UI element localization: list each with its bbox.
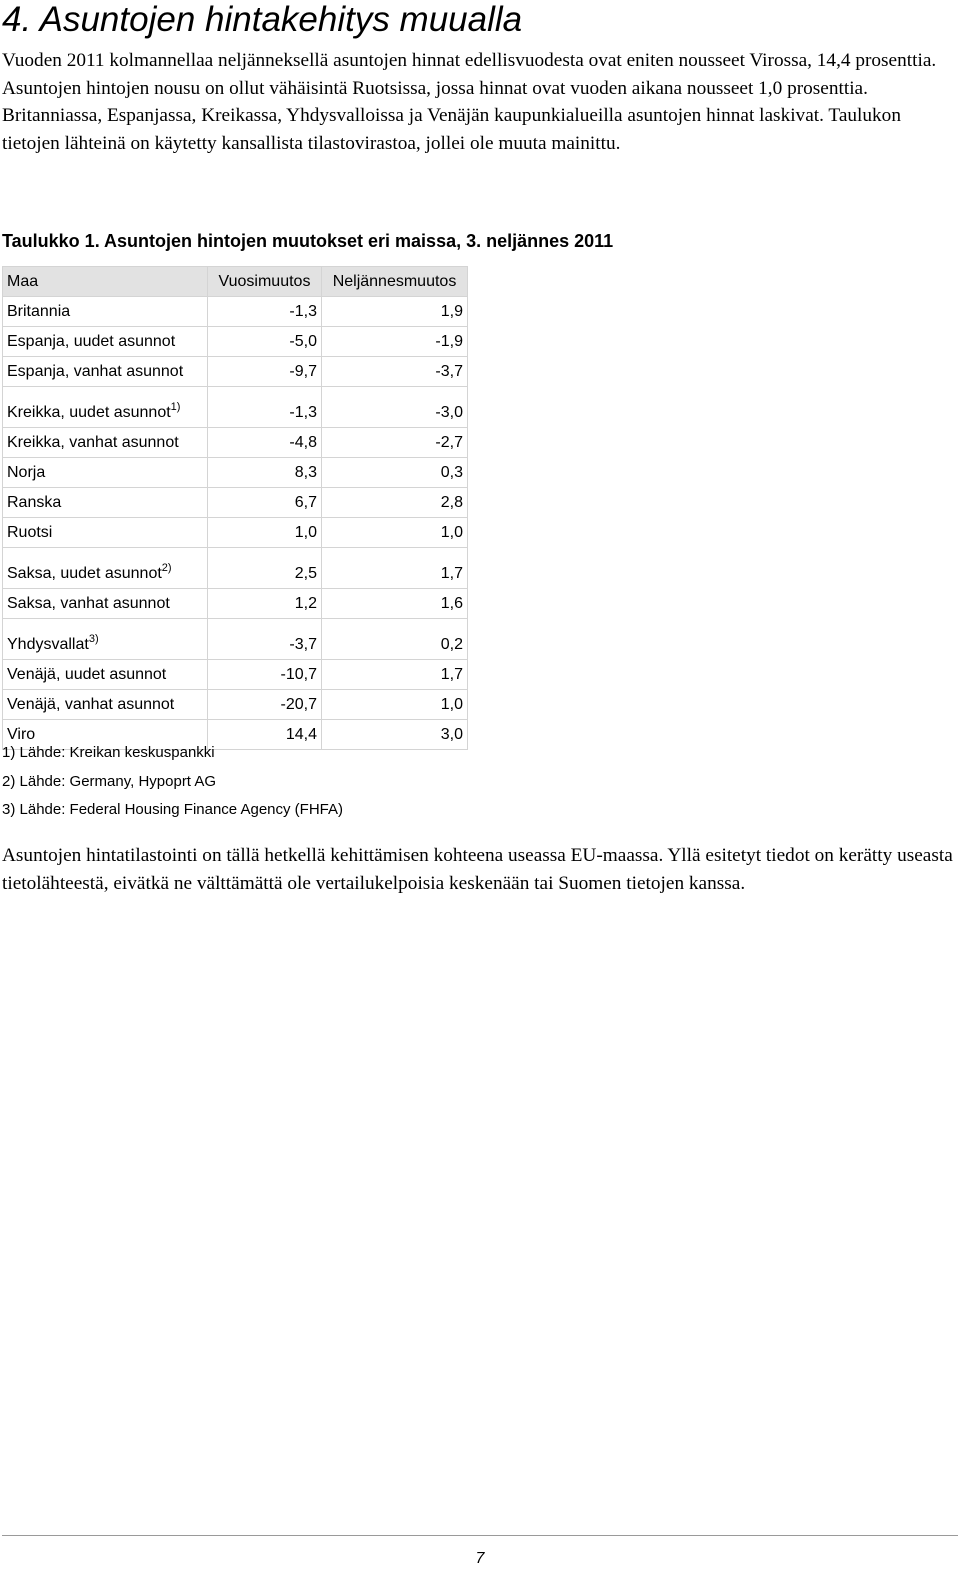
country-cell: Britannia bbox=[3, 297, 208, 327]
table-row bbox=[3, 327, 468, 357]
footnote-ref: 3) bbox=[88, 633, 99, 645]
table-row bbox=[3, 690, 468, 720]
quarterly-change-cell: 3,0 bbox=[322, 720, 468, 750]
country-cell: Ranska bbox=[3, 488, 208, 518]
table-header-row bbox=[3, 267, 468, 297]
footnote-ref: 1) bbox=[170, 401, 181, 413]
country-cell: Yhdysvallat$^{3)}$ bbox=[3, 619, 208, 660]
table-row bbox=[3, 357, 468, 387]
table-row bbox=[3, 297, 468, 327]
quarterly-change-cell: 2,8 bbox=[322, 488, 468, 518]
table-row bbox=[3, 589, 468, 619]
country-cell: Kreikka, uudet asunnot$^{1)}$ bbox=[3, 387, 208, 428]
annual-change-cell: -4,8 bbox=[208, 428, 322, 458]
quarterly-change-cell: 1,7 bbox=[322, 660, 468, 690]
annual-change-cell: -1,3 bbox=[208, 387, 322, 428]
table-row bbox=[3, 488, 468, 518]
country-cell: Venäjä, uudet asunnot bbox=[3, 660, 208, 690]
table-row bbox=[3, 428, 468, 458]
annual-change-cell: 2,5 bbox=[208, 548, 322, 589]
quarterly-change-cell: -3,0 bbox=[322, 387, 468, 428]
annual-change-cell: 14,4 bbox=[208, 720, 322, 750]
quarterly-change-cell: 1,9 bbox=[322, 297, 468, 327]
quarterly-change-cell: 1,6 bbox=[322, 589, 468, 619]
country-cell: Venäjä, vanhat asunnot bbox=[3, 690, 208, 720]
page-title: 4. Asuntojen hintakehitys muualla bbox=[2, 0, 523, 39]
table-row bbox=[3, 518, 468, 548]
annual-change-cell: 8,3 bbox=[208, 458, 322, 488]
quarterly-change-cell: 1,0 bbox=[322, 518, 468, 548]
outro-paragraph: Asuntojen hintatilastointi on tällä hetkellä kehittämisen kohteena useassa EU-maassa. Yllä esitetyt tiedot on kerätty useasta tietolähteestä, eivätkä ne välttämättä ole vertailukelpoisia keskenään tai Suomen tietojen kanssa. bbox=[2, 845, 953, 894]
country-cell: Ruotsi bbox=[3, 518, 208, 548]
quarterly-change-cell: -2,7 bbox=[322, 428, 468, 458]
annual-change-cell: -5,0 bbox=[208, 327, 322, 357]
footnote: 1) Lähde: Kreikan keskuspankki bbox=[2, 744, 215, 761]
annual-change-cell: -20,7 bbox=[208, 690, 322, 720]
country-cell: Espanja, vanhat asunnot bbox=[3, 357, 208, 387]
country-cell: Norja bbox=[3, 458, 208, 488]
footer-divider bbox=[2, 1535, 958, 1536]
header-quarterly-change: Neljännesmuutos bbox=[322, 267, 468, 297]
quarterly-change-cell: -3,7 bbox=[322, 357, 468, 387]
table-row bbox=[3, 548, 468, 589]
price-change-table bbox=[2, 266, 468, 750]
country-cell: Saksa, uudet asunnot$^{2)}$ bbox=[3, 548, 208, 589]
annual-change-cell: -9,7 bbox=[208, 357, 322, 387]
footnote-ref: 2) bbox=[161, 562, 172, 574]
footnote: 2) Lähde: Germany, Hypoprt AG bbox=[2, 772, 216, 790]
table-row bbox=[3, 458, 468, 488]
country-cell: Espanja, uudet asunnot bbox=[3, 327, 208, 357]
table-row bbox=[3, 619, 468, 660]
table-caption: Taulukko 1. Asuntojen hintojen muutokset eri maissa, 3. neljännes 2011 bbox=[2, 231, 614, 251]
table-footnotes bbox=[2, 741, 343, 827]
table-row bbox=[3, 387, 468, 428]
country-cell: Saksa, vanhat asunnot bbox=[3, 589, 208, 619]
quarterly-change-cell: 0,3 bbox=[322, 458, 468, 488]
annual-change-cell: 1,2 bbox=[208, 589, 322, 619]
intro-paragraph: Vuoden 2011 kolmannellaa neljänneksellä asuntojen hinnat edellisvuodesta ovat eniten nousseet Virossa, 14,4 prosenttia. Asuntojen hintojen nousu on ollut vähäisintä Ruotsissa, jossa hinnat ovat vuoden aikana nousseet 1,0 prosenttia. Britanniassa, Espanjassa, Kreikassa, Yhdysvalloissa ja Venäjän kaupunkialueilla asuntojen hinnat laskivat. Taulukon tietojen lähteinä on käytetty kansallista tilastovirastoa, jollei ole muuta mainittu. bbox=[2, 50, 937, 154]
quarterly-change-cell: 1,0 bbox=[322, 690, 468, 720]
country-cell: Kreikka, vanhat asunnot bbox=[3, 428, 208, 458]
quarterly-change-cell: 0,2 bbox=[322, 619, 468, 660]
country-cell: Viro bbox=[3, 720, 208, 750]
header-country: Maa bbox=[3, 267, 208, 297]
annual-change-cell: 6,7 bbox=[208, 488, 322, 518]
page-number: 7 bbox=[475, 1550, 485, 1567]
table-row bbox=[3, 660, 468, 690]
header-annual-change: Vuosimuutos bbox=[208, 267, 322, 297]
quarterly-change-cell: 1,7 bbox=[322, 548, 468, 589]
annual-change-cell: 1,0 bbox=[208, 518, 322, 548]
annual-change-cell: -10,7 bbox=[208, 660, 322, 690]
annual-change-cell: -1,3 bbox=[208, 297, 322, 327]
footnote: 3) Lähde: Federal Housing Finance Agency (FHFA) bbox=[2, 801, 344, 818]
annual-change-cell: -3,7 bbox=[208, 619, 322, 660]
quarterly-change-cell: -1,9 bbox=[322, 327, 468, 357]
